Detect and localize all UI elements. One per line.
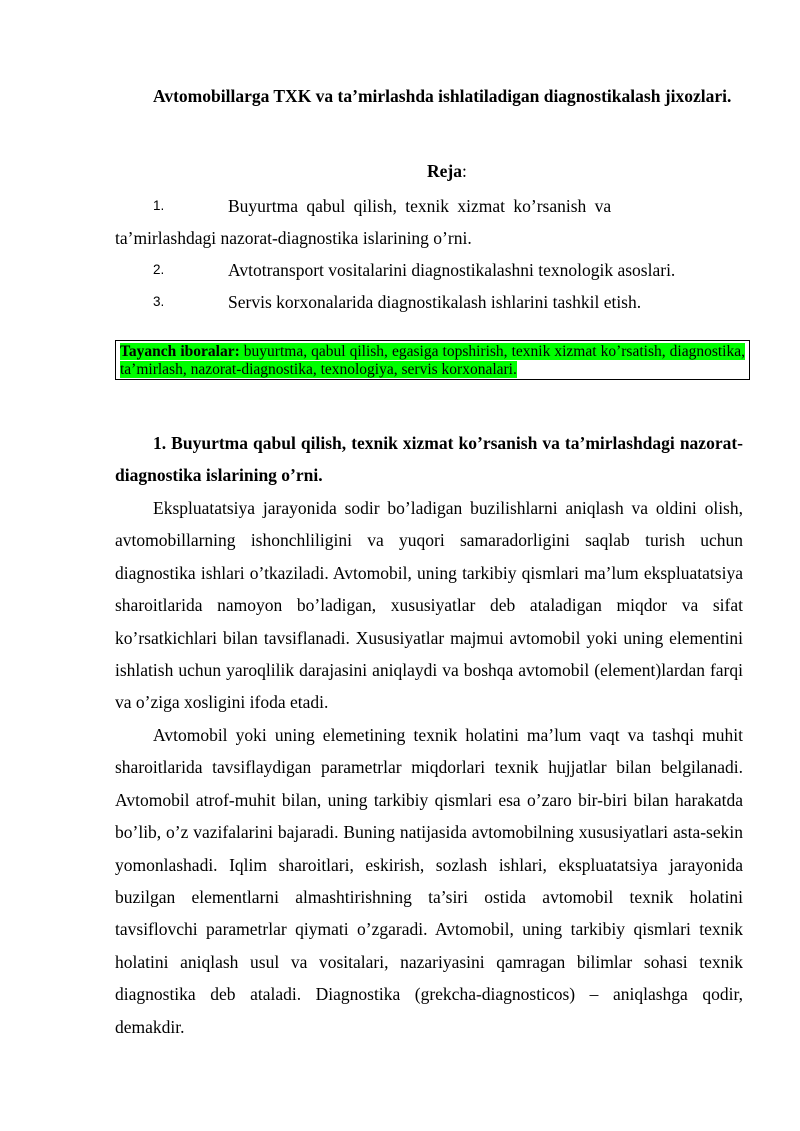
keywords-box — [115, 340, 750, 380]
plan-item-2-number: 2. — [153, 262, 165, 277]
paragraph-2: Avtomobil yoki uning elemetining texnik holatini ma’lum vaqt va tashqi muhit sharoitlarida tavsiflaydigan parametrlar miqdorlari texnik hujjatlar bilan belgilanadi. Avtomobil atrof-muhit bilan, uning tarkibiy qismlari esa o’zaro bir-biri bilan harakatda bo’lib, o’z vazifalarini bajaradi. Buning natijasida avtomobilning xususiyatlari asta-sekin yomonlashadi. Iqlim sharoitlari, eskirish, sozlash ishlari, ekspluatatsiya jarayonida buzilgan elementlarni almashtirishning ta’siri ostida avtomobil texnik holatini tavsiflovchi parametrlar qiymati o’zgaradi. Avtomobil, uning tarkibiy qismlari texnik holatini aniqlash usul va vositalari, nazariyasini qamragan bilimlar sohasi texnik diagnostika deb ataladi. Diagnostika (grekcha-diagnosticos) – aniqlashga qodir, demakdir. — [115, 725, 743, 1037]
plan-item-2-text: Avtotransport vositalarini diagnostikalashni texnologik asoslari. — [228, 260, 676, 280]
document-title: Avtomobillarga TXK va ta’mirlashda ishlatiladigan diagnostikalash jixozlari. — [153, 86, 732, 106]
plan-item-1-number: 1. — [153, 198, 165, 213]
plan-item-3-text: Servis korxonalarida diagnostikalash ishlarini tashkil etish. — [228, 292, 642, 312]
plan-heading — [427, 157, 467, 185]
section-heading: 1. Buyurtma qabul qilish, texnik xizmat ko’rsanish va ta’mirlashdagi nazorat-diagnostika islarining o’rni. — [115, 433, 743, 485]
paragraph-1: Ekspluatatsiya jarayonida sodir bo’ladigan buzilishlarni aniqlash va oldini olish, avtomobillarning ishonchliligini va yuqori samaradorligini saqlab turish uchun diagnostika ishlari o’tkaziladi. Avtomobil, uning tarkibiy qismlari ma’lum ekspluatatsiya sharoitlarida namoyon bo’ladigan, xususiyatlar deb ataladigan miqdor va sifat ko’rsatkichlari bilan tavsiflanadi. Xususiyatlar majmui avtomobil yoki uning elementini ishlatish uchun yaroqlilik darajasini aniqlaydi va boshqa avtomobil (element)lardan farqi va o’ziga xosligini ifoda etadi. — [115, 498, 743, 713]
keywords-text-block — [120, 343, 745, 379]
keywords-list: buyurtma, qabul qilish, egasiga topshirish, texnik xizmat ko’rsatish, diagnostika, ta’mirlash, nazorat-diagnostika, texnologiya, servis korxonalari. — [120, 343, 745, 378]
plan-item-3-number: 3. — [153, 294, 165, 309]
plan-item-1-line1: Buyurtma qabul qilish, texnik xizmat ko’rsanish va — [228, 196, 612, 216]
plan-heading-colon: : — [461, 161, 467, 181]
plan-item-1-line2: ta’mirlashdagi nazorat-diagnostika islarining o’rni. — [115, 228, 472, 248]
plan-heading-label: Reja — [427, 161, 462, 181]
keywords-label: Tayanch iboralar: — [120, 343, 240, 360]
